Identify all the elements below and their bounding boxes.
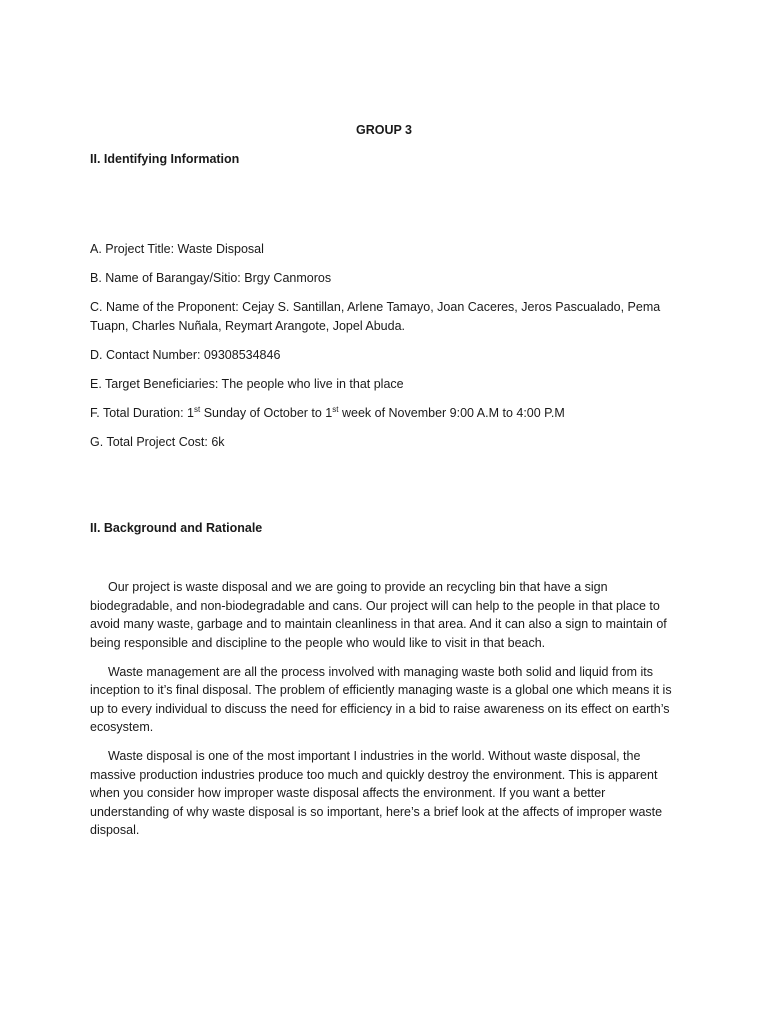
paragraph: Waste management are all the process involved with managing waste both solid and liquid from its inception to it’s final disposal. The problem of efficiently managing waste is a global one which means it is up to every individual to discuss the need for efficiency in a bid to raise awareness on its effect on earth’s ecosystem. [90,664,672,734]
identifying-information-list [90,240,680,462]
duration-suffix: week of November 9:00 A.M to 4:00 P.M [338,405,565,420]
paragraph: Our project is waste disposal and we are going to provide an recycling bin that have a sign biodegradable, and non-biodegradable and cans. Our project will can help to the people in that place to avoid many waste, garbage and to maintain cleanliness in that area. And it can also a sign to maintain of being responsible and discipline to the people who would like to visit in that beach. [90,580,667,650]
duration-prefix: F. Total Duration: 1 [90,405,194,420]
total-duration-line [90,404,680,423]
duration-ordinal-1: st [194,404,201,414]
section-heading-identifying-information: II. Identifying Information [90,152,240,166]
paragraph: Waste disposal is one of the most important I industries in the world. Without waste disposal, the massive production industries produce too much and quickly destroy the environment. This is apparent when you consider how improper waste disposal affects the environment. If you want a better understanding of why waste disposal is so important, here’s a brief look at the affects of improper waste disposal. [90,749,663,837]
target-beneficiaries-line: E. Target Beneficiaries: The people who live in that place [90,376,404,391]
project-title-line: A. Project Title: Waste Disposal [90,242,264,256]
duration-middle: Sunday of October to 1 [200,405,333,420]
contact-number-line: D. Contact Number: 09308534846 [90,347,281,362]
duration-ordinal-2: st [332,404,339,414]
total-project-cost-line: G. Total Project Cost: 6k [90,434,225,449]
group-title: GROUP 3 [355,123,413,137]
proponent-line: C. Name of the Proponent: Cejay S. Santillan, Arlene Tamayo, Joan Caceres, Jeros Pascualado, Pema Tuapn, Charles Nuñala, Reymart Arangote, Jopel Abuda. [90,300,661,333]
section-heading-background-rationale: II. Background and Rationale [90,521,263,535]
barangay-line: B. Name of Barangay/Sitio: Brgy Canmoros [90,271,332,285]
background-rationale-body [90,578,680,850]
